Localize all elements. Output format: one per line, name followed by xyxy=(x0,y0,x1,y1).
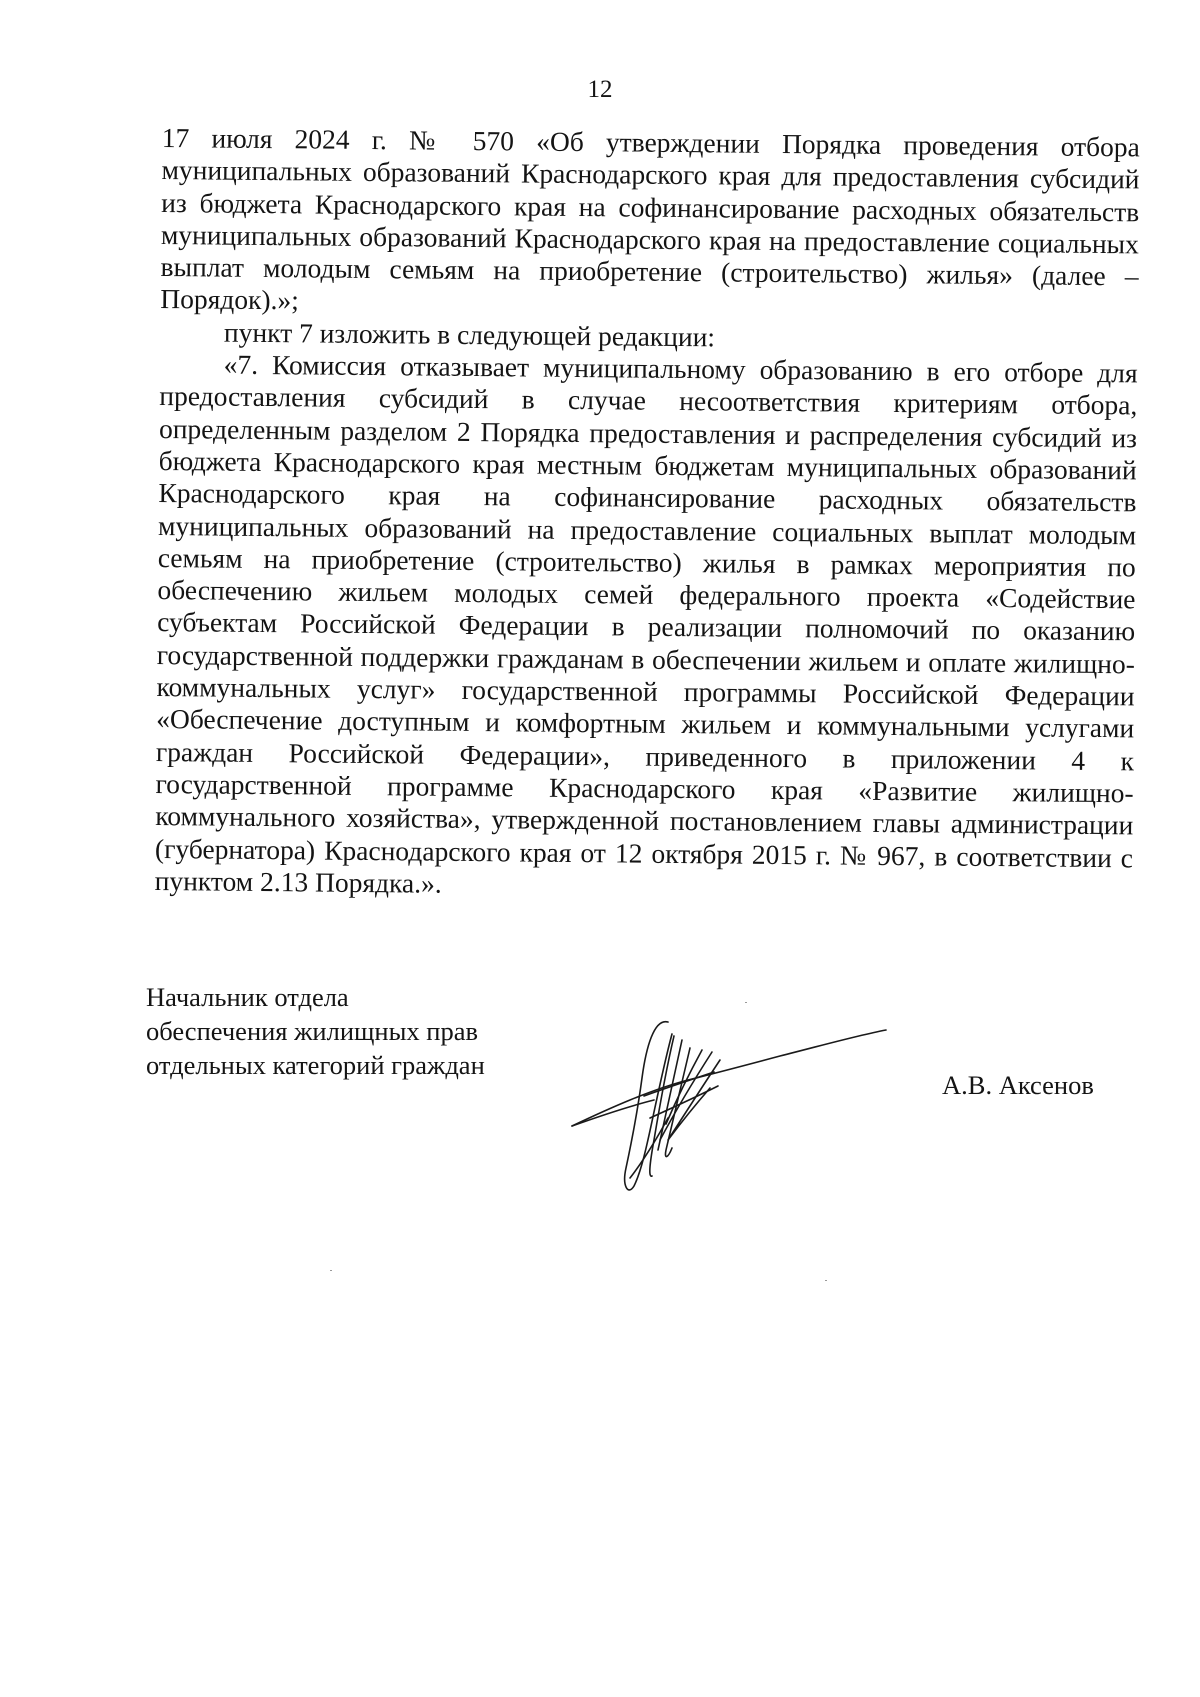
scan-speck xyxy=(330,1270,332,1271)
position-line: отдельных категорий граждан xyxy=(146,1050,485,1080)
scan-speck xyxy=(745,1002,747,1003)
paragraph-continuation: 17 июля 2024 г. № 570 «Об утверждении Порядка проведения отбора муниципальных образований Краснодарского края для предоставления субсидий из бюджета Краснодарского края на софинансирование расходных обязательств муниципальных образований Краснодарского края на предоставление социальных выплат молодым семьям на приобретение (строительство) жилья» (далее – Порядок).»; xyxy=(160,122,1140,316)
scan-speck xyxy=(825,1280,827,1281)
paragraph-amendment-intro: пункт 7 изложить в следующей редакции: xyxy=(223,316,716,353)
handwritten-signature xyxy=(570,1000,890,1200)
signatory-position xyxy=(146,980,485,1082)
signatory-name: А.В. Аксенов xyxy=(942,1070,1094,1100)
position-line: Начальник отдела xyxy=(146,982,349,1012)
document-body xyxy=(155,122,1140,906)
paragraph-point-7: «7. Комиссия отказывает муниципальному образованию в его отборе для предоставления субсидий в случае несоответствия критериям отбора, определенным разделом 2 Порядка предоставления и распределения субсидий из бюджета Краснодарского края местным бюджетам муниципальных образований Краснодарского края на софинансирование расходных обязательств муниципальных образований на предоставление социальных выплат молодым семьям на приобретение (строительство) жилья в рамках мероприятия по обеспечению жильем молодых семей федерального проекта «Содействие субъектам Российской Федерации в реализации полномочий по оказанию государственной поддержки гражданам в обеспечении жильем и оплате жилищно-коммунальных услуг» государственной программы Российской Федерации «Обеспечение доступным и комфортным жильем и коммунальными услугами граждан Российской Федерации», приведенного в приложении 4 к государственной программе Краснодарского края «Развитие жилищно-коммунального хозяйства», утвержденной постановлением главы администрации (губернатора) Краснодарского края от 12 октября 2015 г. № 967, в соответствии с пунктом 2.13 Порядка.». xyxy=(154,348,1138,899)
position-line: обеспечения жилищных прав xyxy=(146,1016,478,1046)
page-number: 12 xyxy=(587,76,613,103)
